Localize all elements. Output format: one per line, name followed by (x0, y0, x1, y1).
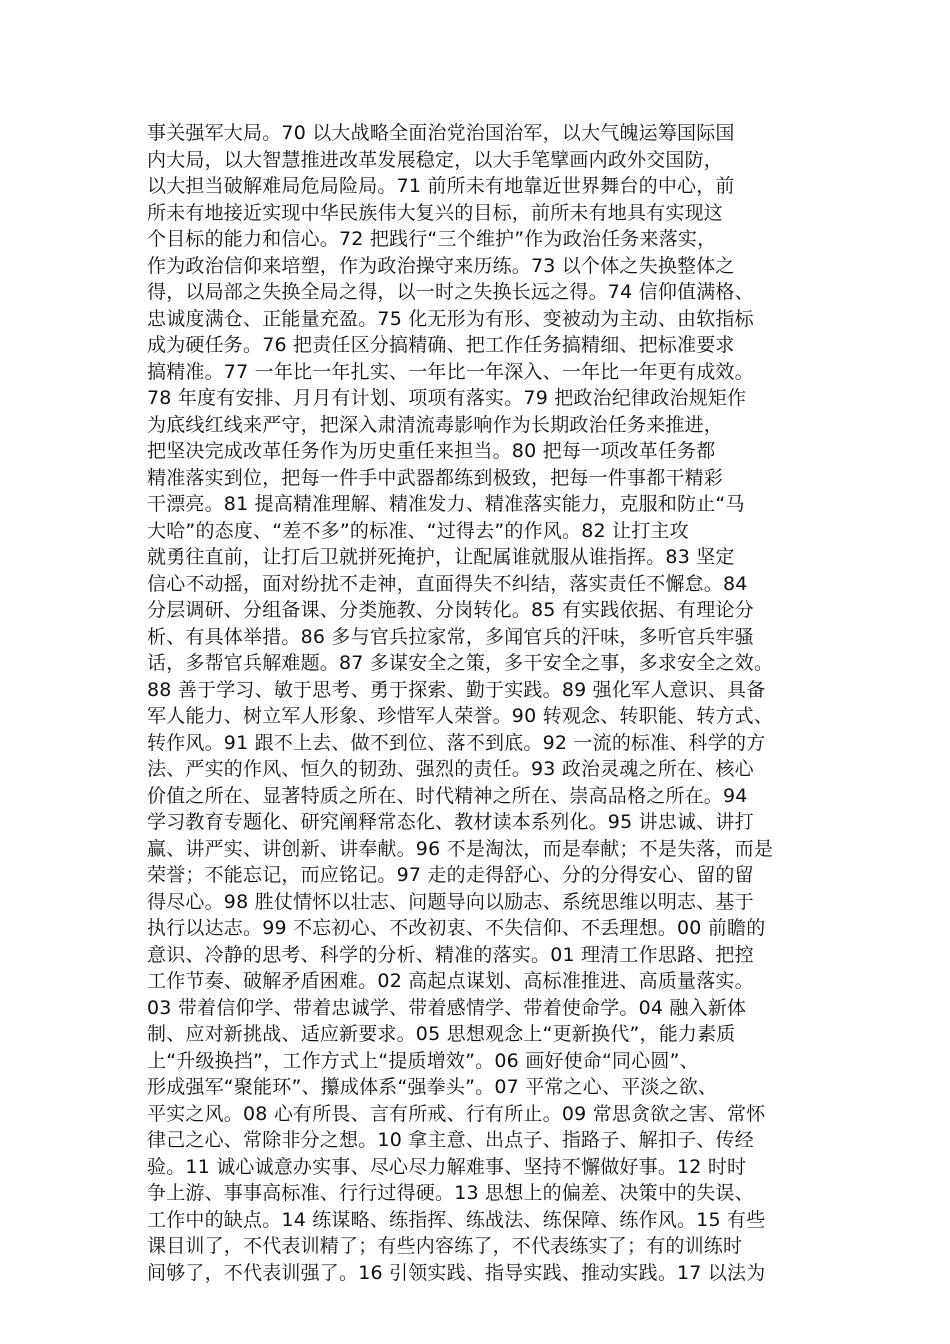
text-line: 搞精准。77 一年比一年扎实、一年比一年深入、一年比一年更有成效。 (147, 360, 754, 383)
text-line: 成为硬任务。76 把责任区分搞精确、把工作任务搞精细、把标准要求 (147, 334, 735, 356)
text-line: 事关强军大局。70 以大战略全面治党治国治军，以大气魄运筹国际国 (147, 122, 735, 144)
text-line: 03 带着信仰学、带着忠诚学、带着感情学、带着使命学。04 融入新体 (147, 996, 747, 1019)
text-line: 得，以局部之失换全局之得，以一时之失换长远之得。74 信仰值满格、 (147, 281, 754, 303)
text-line: 作为政治信仰来培塑，作为政治操守来历练。73 以个体之失换整体之 (147, 254, 735, 277)
text-line: 学习教育专题化、研究阐释常态化、教材读本系列化。95 讲忠诚、讲打 (147, 811, 754, 833)
text-line: 验。11 诚心诚意办实事、尽心尽力解难事、坚持不懈做好事。12 时时 (147, 1155, 747, 1178)
text-line: 意识、冷静的思考、科学的分析、精准的落实。01 理清工作思路、把控 (147, 943, 754, 966)
text-line: 课目训了，不代表训精了；有些内容练了，不代表练实了；有的训练时 (147, 1235, 743, 1257)
text-line: 忠诚度满仓、正能量充盈。75 化无形为有形、变被动为主动、由软指标 (147, 307, 754, 330)
text-line: 就勇往直前，让打后卫就拼死掩护，让配属谁就服从谁指挥。83 坚定 (147, 546, 735, 568)
text-line: 荣誉；不能忘记，而应铭记。97 走的走得舒心、分的分得安心、留的留 (147, 864, 754, 886)
text-line: 间够了，不代表训强了。16 引领实践、指导实践、推动实践。17 以法为 (147, 1261, 766, 1284)
text-line: 制、应对新挑战、适应新要求。05 思想观念上“更新换代”，能力素质 (147, 1023, 736, 1045)
text-line: 工作中的缺点。14 练谋略、练指挥、练战法、练保障、练作风。15 有些 (147, 1208, 766, 1231)
text-line: 工作节奏、破解矛盾困难。02 高起点谋划、高标准推进、高质量落实。 (147, 970, 754, 992)
text-line: 法、严实的作风、恒久的韧劲、强烈的责任。93 政治灵魂之所在、核心 (147, 758, 754, 780)
text-line: 把坚决完成改革任务作为历史重任来担当。80 把每一项改革任务都 (147, 440, 716, 462)
text-line: 赢、讲严实、讲创新、讲奉献。96 不是淘汰，而是奉献；不是失落，而是 (147, 837, 774, 860)
text-line: 平实之风。08 心有所畏、言有所戒、行有所止。09 常思贪欲之害、常怀 (147, 1102, 766, 1125)
text-line: 78 年度有安排、月月有计划、项项有落实。79 把政治纪律政治规矩作 (147, 387, 747, 409)
text-line: 内大局，以大智慧推进改革发展稳定，以大手笔擘画内政外交国防， (147, 148, 724, 171)
text-line: 干漂亮。81 提高精准理解、精准发力、精准落实能力，克服和防止“马 (147, 493, 745, 515)
text-line: 形成强军“聚能环”、攥成体系“强拳头”。07 平常之心、平淡之欲、 (147, 1076, 718, 1098)
text-line: 88 善于学习、敏于思考、勇于探索、勤于实践。89 强化军人意识、具备 (147, 678, 766, 701)
text-line: 信心不动摇，面对纷扰不走神，直面得失不纠结，落实责任不懈怠。84 (147, 572, 748, 595)
body-text (147, 120, 837, 1286)
text-line: 所未有地接近实现中华民族伟大复兴的目标，前所未有地具有实现这 (147, 201, 724, 224)
text-line: 执行以达志。99 不忘初心、不改初衷、不失信仰、不丢理想。00 前瞻的 (147, 917, 766, 939)
text-line: 转作风。91 跟不上去、做不到位、落不到底。92 一流的标准、科学的方 (147, 731, 766, 754)
text-line: 以大担当破解难局危局险局。71 前所未有地靠近世界舞台的中心，前 (147, 175, 735, 197)
text-line: 大哈”的态度、“差不多”的标准、“过得去”的作风。82 让打主攻 (147, 519, 689, 542)
text-line: 为底线红线来严守，把深入肃清流毒影响作为长期政治任务来推进， (147, 413, 724, 436)
text-line: 军人能力、树立军人形象、珍惜军人荣誉。90 转观念、转职能、转方式、 (147, 705, 774, 727)
text-line: 分层调研、分组备课、分类施教、分岗转化。85 有实践依据、有理论分 (147, 599, 754, 621)
text-line: 律己之心、常除非分之想。10 拿主意、出点子、指路子、解扣子、传经 (147, 1129, 754, 1151)
text-line: 个目标的能力和信心。72 把践行“三个维护”作为政治任务来落实， (147, 228, 717, 250)
text-line: 争上游、事事高标准、行行过得硬。13 思想上的偏差、决策中的失误、 (147, 1182, 754, 1204)
text-line: 精准落实到位，把每一件手中武器都练到极致，把每一件事都干精彩 (147, 466, 724, 489)
text-line: 价值之所在、显著特质之所在、时代精神之所在、崇高品格之所在。94 (147, 784, 748, 807)
text-line: 析、有具体举措。86 多与官兵拉家常，多闻官兵的汗味，多听官兵牢骚 (147, 625, 754, 648)
text-line: 得尽心。98 胜仗情怀以壮志、问题导向以励志、系统思维以明志、基于 (147, 890, 754, 913)
text-line: 话，多帮官兵解难题。87 多谋安全之策，多干安全之事，多求安全之效。 (147, 652, 774, 674)
text-line: 上“升级换挡”，工作方式上“提质增效”。06 画好使命“同心圆”、 (147, 1049, 699, 1072)
